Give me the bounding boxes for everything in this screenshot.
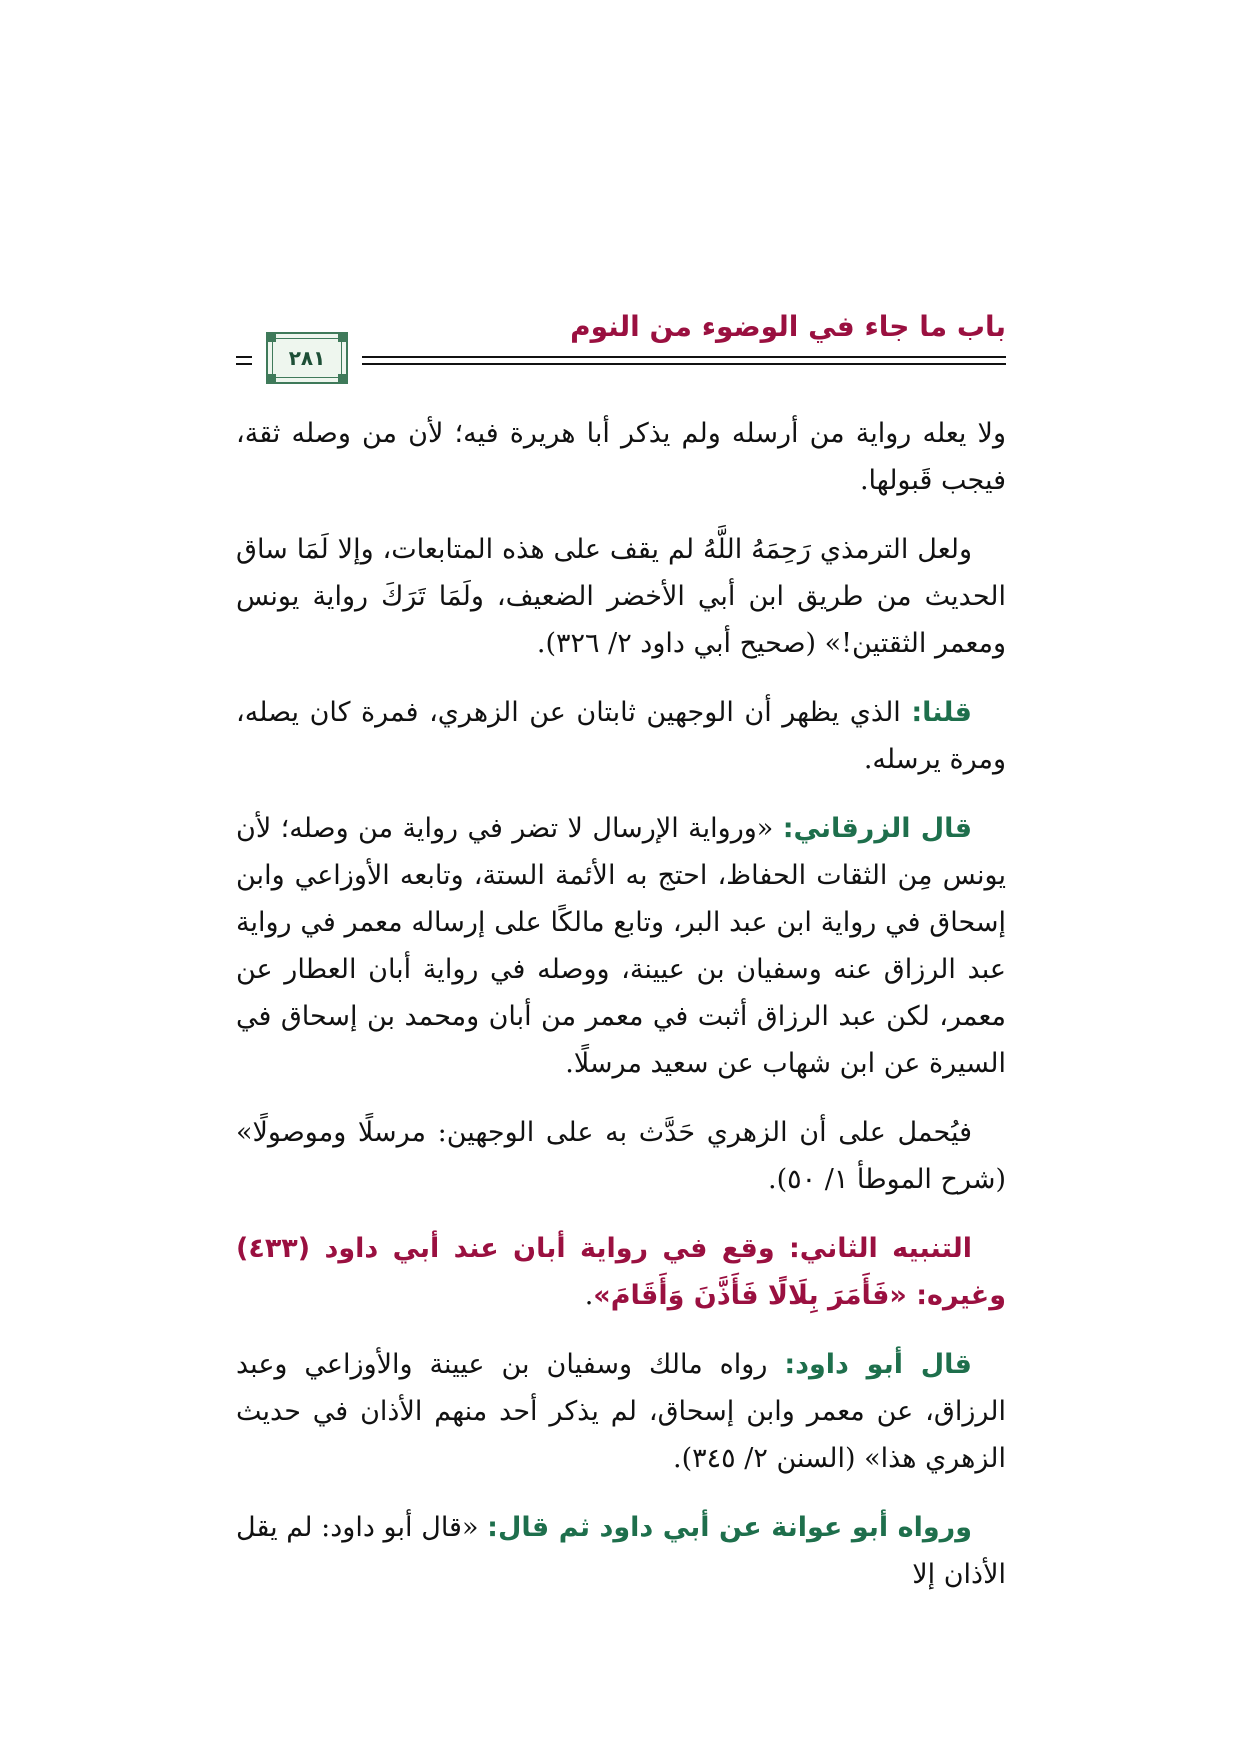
paragraph bbox=[236, 1109, 1006, 1203]
paragraph-label: قلنا: bbox=[911, 697, 972, 728]
paragraph bbox=[236, 1504, 1006, 1598]
page-number: ٢٨١ bbox=[288, 346, 326, 370]
page-body bbox=[236, 410, 1006, 1620]
paragraph bbox=[236, 410, 1006, 504]
paragraph-text: «ورواية الإرسال لا تضر في رواية من وصله؛ لأن يونس مِن الثقات الحفاظ، احتج به الأئمة الستة، وتابعه الأوزاعي وابن إسحاق في رواية ابن عبد البر، وتابع مالكًا على إرساله معمر في رواية عبد الرزاق عنه وسفيان بن عيينة، ووصله في رواية أبان العطار عن معمر، لكن عبد الرزاق أثبت في معمر من أبان ومحمد بن إسحاق في السيرة عن ابن شهاب عن سعيد مرسلًا. bbox=[236, 813, 1006, 1079]
paragraph-text: ولا يعله رواية من أرسله ولم يذكر أبا هريرة فيه؛ لأن من وصله ثقة، فيجب قَبولها. bbox=[236, 418, 1006, 496]
paragraph bbox=[236, 1225, 1006, 1319]
notice-heading: التنبيه الثاني: وقع في رواية أبان عند أبي داود (٤٣٣) وغيره: «فَأَمَرَ بِلَالًا فَأَذَّنَ وَأَقَامَ» bbox=[236, 1233, 1006, 1311]
running-header bbox=[236, 310, 1006, 390]
paragraph-text: . bbox=[584, 1280, 594, 1311]
frame-ornament bbox=[338, 332, 348, 342]
paragraph-label: قال أبو داود: bbox=[784, 1349, 972, 1380]
paragraph-text: «قال أبو داود: لم يقل الأذان إلا bbox=[236, 1512, 1006, 1590]
header-rule bbox=[362, 356, 1006, 358]
header-rule bbox=[236, 356, 252, 358]
header-rule bbox=[236, 363, 252, 365]
paragraph-label: قال الزرقاني: bbox=[782, 813, 973, 844]
paragraph bbox=[236, 805, 1006, 1087]
paragraph bbox=[236, 526, 1006, 667]
paragraph-text: رواه مالك وسفيان بن عيينة والأوزاعي وعبد الرزاق، عن معمر وابن إسحاق، لم يذكر أحد منهم الأذان في حديث الزهري هذا» (السنن ٢/ ٣٤٥). bbox=[236, 1349, 1006, 1474]
paragraph bbox=[236, 1341, 1006, 1482]
chapter-title: باب ما جاء في الوضوء من النوم bbox=[570, 310, 1006, 343]
frame-ornament bbox=[338, 374, 348, 384]
paragraph-text: فيُحمل على أن الزهري حَدَّث به على الوجهين: مرسلًا وموصولًا» (شرح الموطأ ١/ ٥٠). bbox=[236, 1117, 1006, 1195]
frame-ornament bbox=[266, 332, 276, 342]
paragraph-text: ولعل الترمذي رَحِمَهُ اللَّهُ لم يقف على هذه المتابعات، وإلا لَمَا ساق الحديث من طريق ابن أبي الأخضر الضعيف، ولَمَا تَرَكَ رواية يونس ومعمر الثقتين!» (صحيح أبي داود ٢/ ٣٢٦). bbox=[236, 534, 1006, 659]
header-rule bbox=[362, 363, 1006, 365]
paragraph-label: ورواه أبو عوانة عن أبي داود ثم قال: bbox=[487, 1512, 972, 1543]
frame-ornament bbox=[266, 374, 276, 384]
page-number-frame bbox=[266, 332, 348, 384]
paragraph-text: الذي يظهر أن الوجهين ثابتان عن الزهري، فمرة كان يصله، ومرة يرسله. bbox=[236, 697, 1006, 775]
paragraph bbox=[236, 689, 1006, 783]
